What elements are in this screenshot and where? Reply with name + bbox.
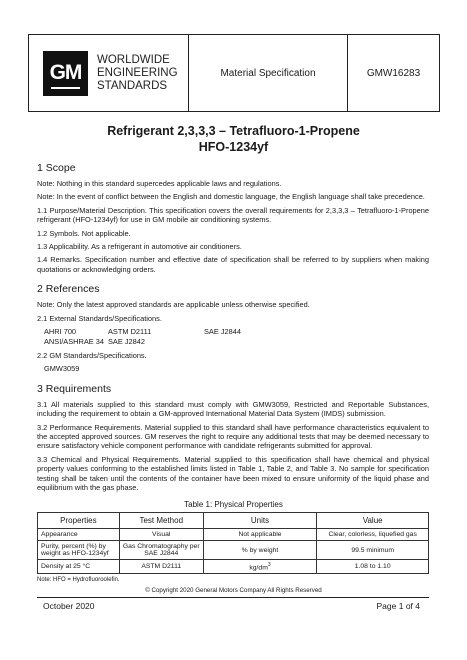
table-cell: Purity, percent (%) by weight as HFO-1234yf: [38, 541, 120, 560]
paragraph: 3.2 Performance Requirements. Material supplied to this standard shall have performance characteristics equivalent to the accepted approved sources. GM reserves the right to require any additional tests that may be deemed necessary to ensure satisfactory vehicle component performance with candidate refrigerants submitted for approval.: [37, 422, 429, 451]
paragraph: 3.1 All materials supplied to this standard must comply with GMW3059, Restricted and Reportable Substances, including the requirement to obtain a GM-approved International Material Data System (IMDS) submission.: [37, 399, 429, 419]
org-line: WORLDWIDE: [97, 53, 170, 66]
table-header-row: [38, 513, 429, 529]
reference-item: ASTM D2111: [108, 327, 152, 337]
doc-number: GMW16283: [366, 67, 421, 79]
column-header: Value: [317, 513, 429, 529]
external-standards-list: [44, 327, 429, 347]
table-cell: 99.5 minimum: [317, 541, 429, 560]
document-title: [0, 123, 467, 155]
paragraph: 3.3 Chemical and Physical Requirements. Material supplied to this specification shall have chemical and physical property values conforming to the established limits listed in Table 1, Table 2, and Table 3. No sample for specification testing shall be taken until the contents of the container have been mixed to ensure uniformity of the liquid phase and equilibrium with the gas phase.: [37, 454, 429, 492]
table-caption: Table 1: Physical Properties: [184, 500, 283, 509]
table-cell: [203, 560, 317, 574]
unit-superscript: 3: [267, 562, 271, 568]
title-line-2: HFO-1234yf: [198, 140, 269, 154]
paragraph: Note: In the event of conflict between the English and domestic language, the English language shall take precedence.: [37, 192, 425, 202]
table-cell: % by weight: [203, 541, 317, 560]
page-number: Page 1 of 4: [376, 601, 420, 611]
table-row: [38, 541, 429, 560]
reference-item: ANSI/ASHRAE 34: [44, 337, 104, 347]
paragraph: 2.1 External Standards/Specifications.: [37, 313, 162, 323]
table-cell: Not applicable: [203, 529, 317, 541]
reference-item: SAE J2842: [108, 337, 145, 347]
reference-item: AHRI 700: [44, 327, 77, 337]
paragraph: 1.3 Applicability. As a refrigerant in automotive air conditioners.: [37, 242, 242, 252]
table-cell: Visual: [119, 529, 203, 541]
table-cell: 1.08 to 1.10: [317, 560, 429, 574]
document-body: [37, 162, 429, 496]
paragraph: 2.2 GM Standards/Specifications.: [37, 350, 147, 360]
copyright-notice: © Copyright 2020 General Motors Company All Rights Reserved: [145, 587, 322, 594]
org-line: STANDARDS: [97, 79, 168, 92]
density-unit: kg/dm: [249, 564, 268, 572]
footer-date: October 2020: [43, 601, 95, 611]
column-header: Properties: [38, 513, 120, 529]
table-cell: Clear, colorless, liquefied gas: [317, 529, 429, 541]
gm-logo: GM: [43, 51, 88, 96]
table-row: [38, 529, 429, 541]
table-row: [38, 560, 429, 574]
table-cell: ASTM D2111: [119, 560, 203, 574]
column-header: Units: [203, 513, 317, 529]
header-logo-cell: [29, 35, 189, 111]
paragraph: Note: Nothing in this standard supercedes applicable laws and regulations.: [37, 179, 282, 188]
reference-item: SAE J2844: [204, 327, 241, 337]
table-cell: Density at 25 °C: [38, 560, 120, 574]
gm-standard-item: GMW3059: [44, 364, 80, 374]
org-line: ENGINEERING: [97, 66, 178, 79]
physical-properties-table: [37, 512, 429, 574]
paragraph: Note: Only the latest approved standards are applicable unless otherwise specified.: [37, 300, 310, 310]
worldwide-engineering-standards-label: [97, 54, 178, 93]
column-header: Test Method: [119, 513, 203, 529]
paragraph: 1.1 Purpose/Material Description. This specification covers the overall requirements for 2,3,3,3 – Tetrafluoro-1-Propene refrigerant (HFO-1234yf) for use in GM mobile air conditioning systems.: [37, 205, 429, 225]
reference-item: [204, 337, 284, 346]
doc-type: Material Specification: [189, 35, 348, 111]
paragraph: 1.4 Remarks. Specification number and effective date of specification shall be referred to by suppliers when making quotations or acknowledging orders.: [37, 255, 429, 274]
paragraph: 1.2 Symbols. Not applicable.: [37, 228, 131, 238]
footer-divider: [37, 597, 429, 598]
table-cell: Appearance: [38, 529, 120, 541]
table-note: Note: HFO = Hydrofluoroolefin.: [37, 577, 120, 583]
section-heading-references: 2 References: [37, 283, 100, 296]
section-heading-requirements: 3 Requirements: [37, 382, 112, 395]
document-header: [28, 34, 440, 112]
title-line-1: Refrigerant 2,3,3,3 – Tetrafluoro-1-Propene: [107, 124, 360, 138]
section-heading-scope: 1 Scope: [37, 162, 76, 174]
table-cell: Gas Chromatography per SAE J2844: [119, 541, 203, 560]
